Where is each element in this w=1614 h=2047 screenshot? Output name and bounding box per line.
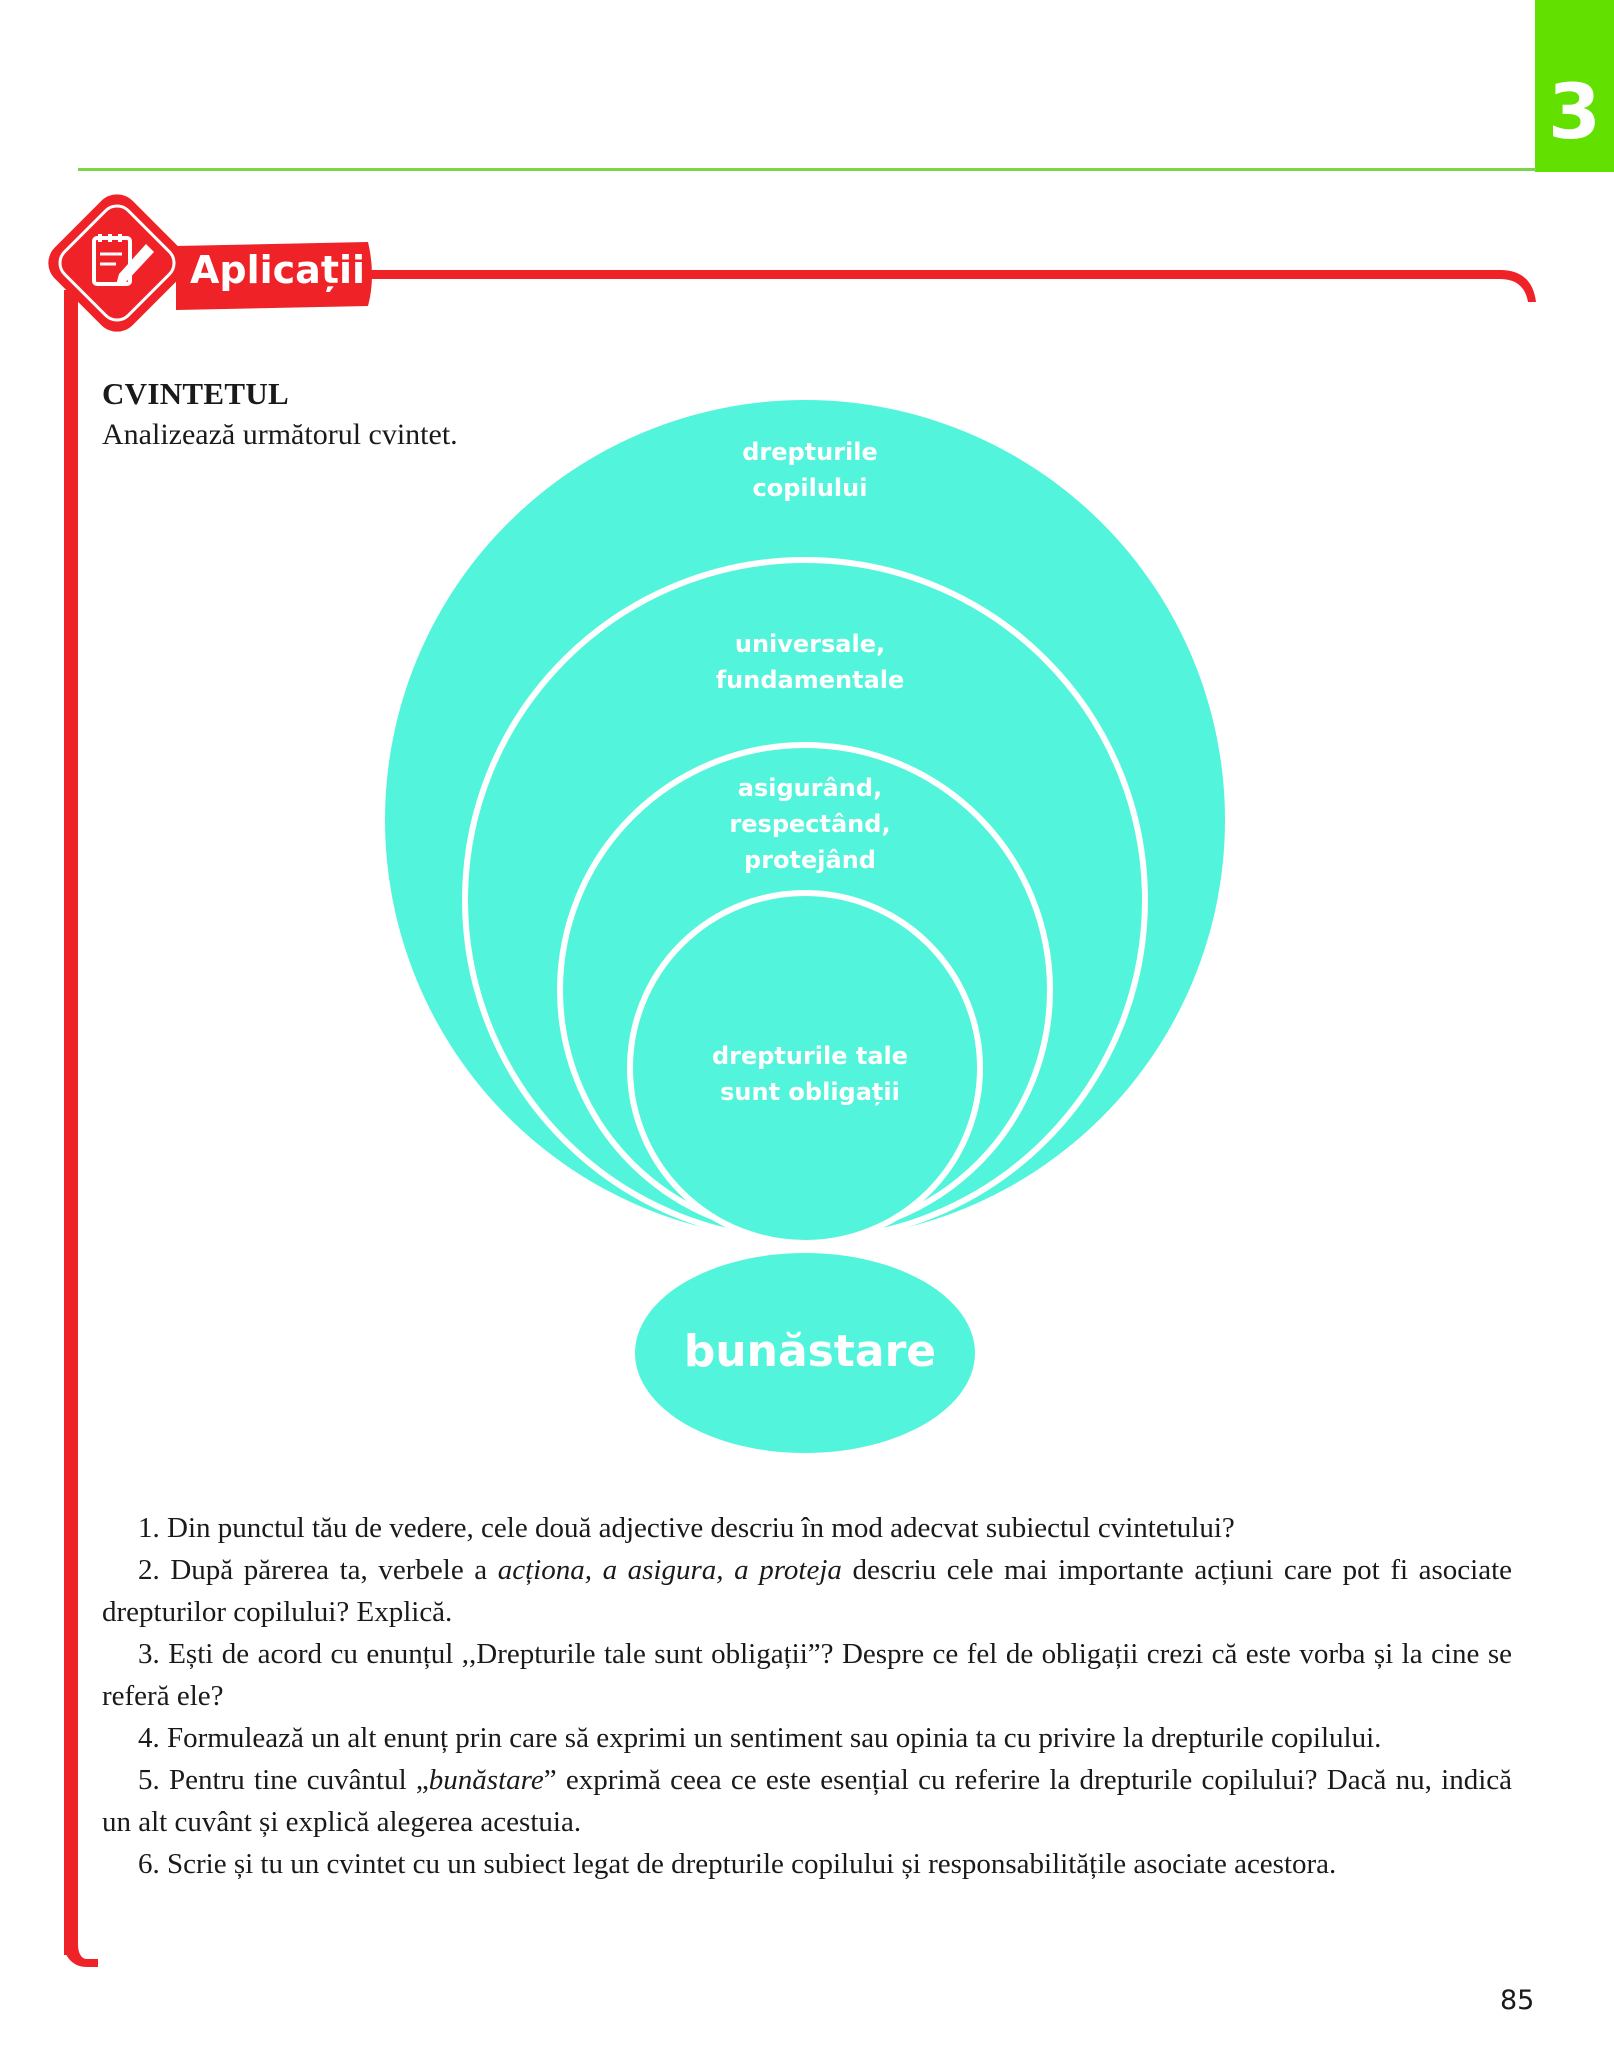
question-text: 4. Formulează un alt enunț prin care să exprimi un sentiment sau opinia ta cu privire la drepturile copilului. [138, 1722, 1382, 1754]
cinquain-diagram [380, 390, 1240, 1470]
applications-header [0, 190, 1560, 350]
question-item [102, 1759, 1512, 1843]
section-intro: Analizează următorul cvintet. [102, 418, 458, 451]
circle-third-label: asigurând, respectând, protejând [729, 774, 891, 874]
question-text: 5. Pentru tine cuvântul „ [138, 1764, 429, 1796]
question-text: 2. După părerea ta, verbele a [138, 1554, 498, 1586]
question-text: descriu cele mai importante acțiuni care pot fi asociate drepturilor copilului? Explică. [102, 1554, 1513, 1628]
page-number: 85 [1500, 1985, 1535, 2016]
circle-inner-label: drepturile tale sunt obligații [711, 1042, 909, 1106]
top-divider [78, 168, 1536, 171]
applications-label: Aplicații [190, 248, 366, 292]
question-list [102, 1507, 1512, 1885]
question-item [102, 1549, 1512, 1633]
circle-second-label: universale, fundamentale [715, 630, 905, 694]
question-text: 1. Din punctul tău de vedere, cele două adjective descriu în mod adecvat subiectul cvintetului? [138, 1512, 1235, 1544]
notepad-pencil-icon [39, 190, 195, 341]
left-margin-bar-end [64, 1945, 98, 1967]
circle-outer-label: drepturile copilului [742, 438, 878, 502]
question-text: ” exprimă ceea ce este esențial cu referire la drepturile copilului? Dacă nu, indică un alt cuvânt și explică alegerea acestuia. [102, 1764, 1512, 1838]
question-item [102, 1633, 1512, 1717]
left-margin-bar [64, 290, 78, 1955]
question-item [102, 1717, 1512, 1759]
question-item [102, 1507, 1512, 1549]
question-item [102, 1843, 1512, 1885]
chapter-number-tab: 3 [1535, 0, 1614, 172]
question-italic-text: acționa, a asigura, a proteja [497, 1554, 842, 1586]
question-text: 3. Ești de acord cu enunțul ,,Drepturile tale sunt obligații”? Despre ce fel de obligații crezi că este vorba și la cine se referă ele? [102, 1638, 1512, 1712]
nested-circles-graphic [380, 390, 1240, 1470]
section-title: CVINTETUL [102, 376, 290, 411]
question-text: 6. Scrie și tu un cvintet cu un subiect legat de drepturile copilului și responsabilitățile asociate acestora. [138, 1848, 1337, 1880]
question-italic-text: bunăstare [428, 1764, 544, 1796]
base-label: bunăstare [683, 1326, 937, 1377]
